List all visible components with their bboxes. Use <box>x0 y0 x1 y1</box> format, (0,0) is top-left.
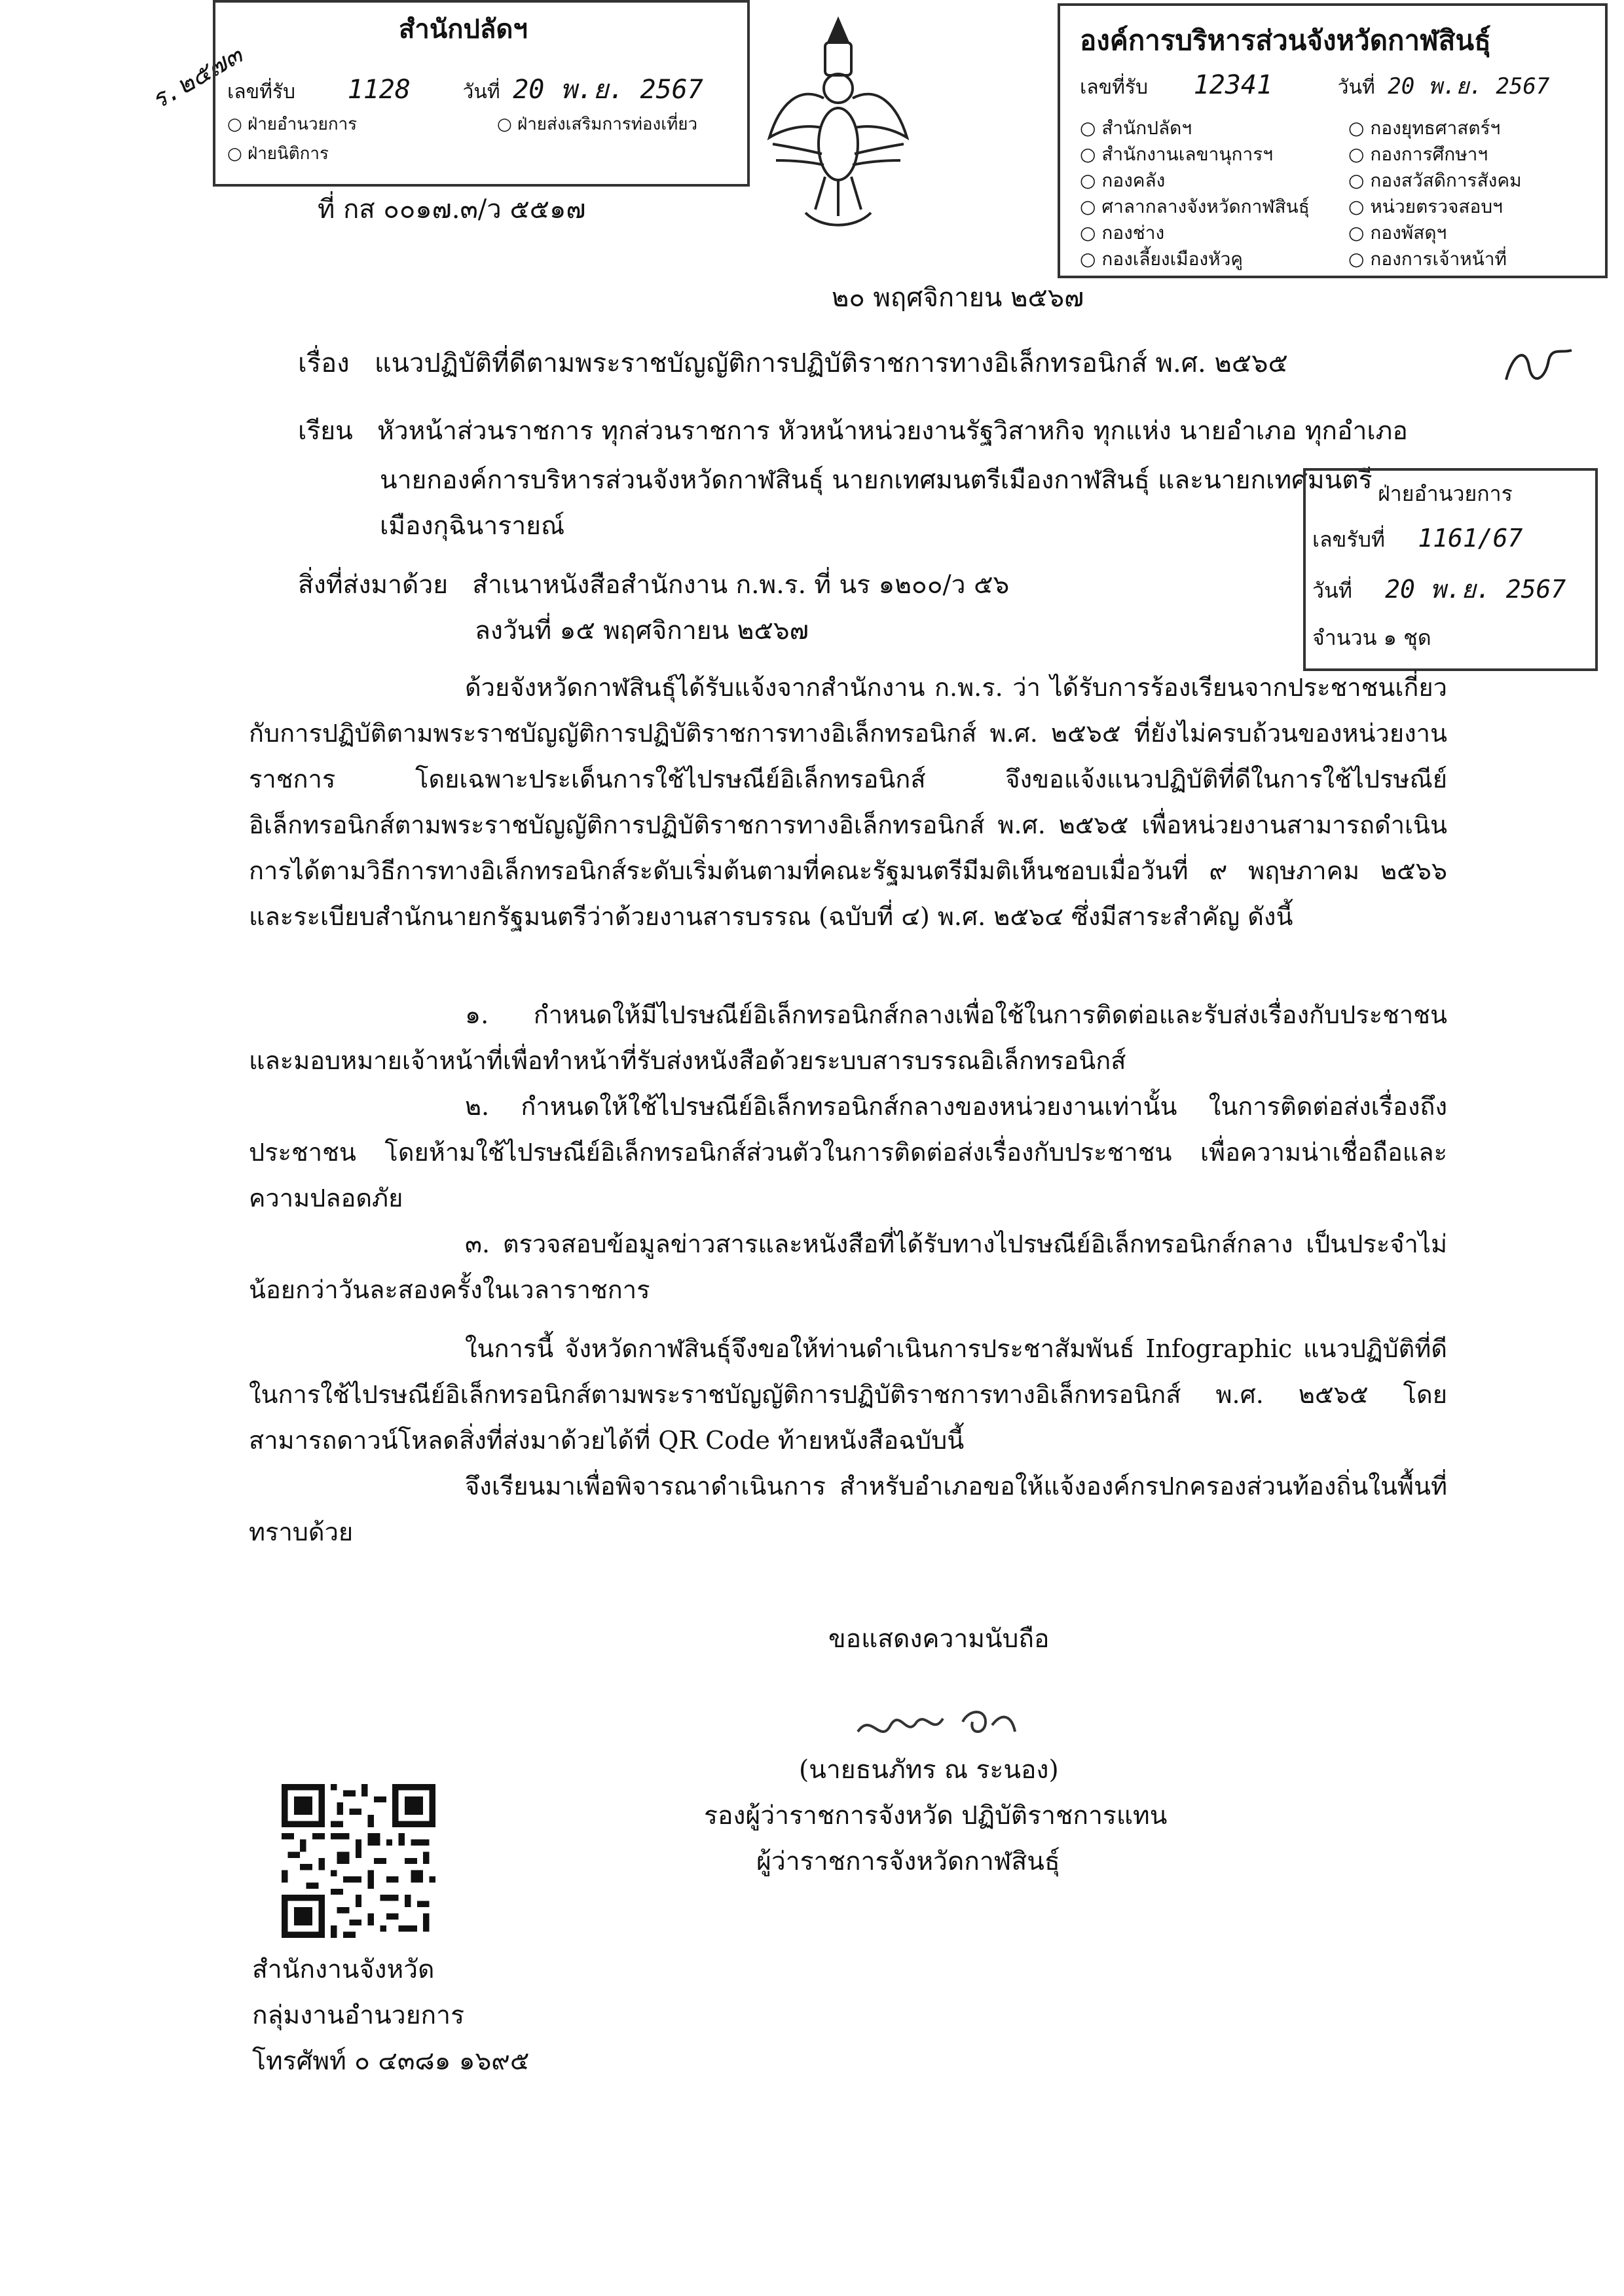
received-no: 1128 <box>347 75 411 105</box>
subject-label: เรื่อง <box>298 348 350 378</box>
stamp-option: ○ กองยุทธศาสตร์ฯ <box>1348 117 1501 139</box>
receiving-stamp-pao <box>1058 3 1608 278</box>
handwritten-initials <box>1500 340 1578 393</box>
stamp-option: ○ สำนักปลัดฯ <box>1080 117 1192 139</box>
document-date: ๒๐ พฤศจิกายน ๒๕๖๗ <box>832 283 1084 313</box>
margin-handwritten-note: ร.๒๕๗๓ <box>146 40 248 115</box>
stamp-option: ○ ศาลากลางจังหวัดกาฬสินธุ์ <box>1080 196 1310 217</box>
stamp-received-row <box>227 68 703 110</box>
receiving-stamp-admin <box>1303 468 1598 671</box>
recipient-line-2: นายกองค์การบริหารส่วนจังหวัดกาฬสินธุ์ นายกเทศมนตรีเมืองกาฬสินธุ์ และนายกเทศมนตรี <box>380 465 1373 495</box>
recipient-label: เรียน <box>298 416 353 446</box>
body-item-3: ๓. ตรวจสอบข้อมูลข่าวสารและหนังสือที่ได้รับทางไปรษณีย์อิเล็กทรอนิกส์กลาง เป็นประจำไม่น้อยกว่าวันละสองครั้งในเวลาราชการ <box>249 1230 1447 1304</box>
received-no-label: เลขที่รับ <box>1080 76 1149 99</box>
received-date: 20 พ.ย. 2567 <box>513 75 703 105</box>
stamp-received-row: เลขรับที่ 1161/67 <box>1312 524 1523 553</box>
body-item-2: ๒. กำหนดให้ใช้ไปรษณีย์อิเล็กทรอนิกส์กลางของหน่วยงานเท่านั้น ในการติดต่อส่งเรื่องถึงประชาชน โดยห้ามใช้ไปรษณีย์อิเล็กทรอนิกส์ส่วนตัวในการติดต่อส่งเรื่องกับประชาชน เพื่อความน่าเชื่อถือและความปลอดภัย <box>249 1092 1447 1212</box>
signer-title-1: รองผู้ว่าราชการจังหวัด ปฏิบัติราชการแทน <box>704 1801 1168 1831</box>
document-number: ที่ กส ๐๐๑๗.๓/ว ๕๕๑๗ <box>318 194 586 225</box>
body-item-1: ๑. กำหนดให้มีไปรษณีย์อิเล็กทรอนิกส์กลางเพื่อใช้ในการติดต่อและรับส่งเรื่องกับประชาชนและมอบหมายเจ้าหน้าที่เพื่อทำหน้าที่รับส่งหนังสือด้วยระบบสารบรรณอิเล็กทรอนิกส์ <box>249 1000 1447 1075</box>
signer-name: (นายธนภัทร ณ ระนอง) <box>799 1755 1059 1785</box>
stamp-option-admin: ○ ฝ่ายอำนวยการ <box>227 115 358 134</box>
stamp-option: ○ กองเลี้ยงเมืองหัวคู <box>1080 248 1244 270</box>
stamp-option: ○ กองพัสดุฯ <box>1348 222 1447 244</box>
office-division: กลุ่มงานอำนวยการ <box>252 2001 465 2030</box>
received-no-label: เลขที่รับ <box>227 81 296 103</box>
receiving-stamp-office <box>213 0 750 187</box>
qr-code[interactable] <box>282 1784 435 1938</box>
stamp-option: ○ กองคลัง <box>1080 170 1166 191</box>
stamp-option: ○ กองการเจ้าหน้าที่ <box>1348 248 1507 270</box>
date-label: วันที่ <box>462 81 500 103</box>
handwritten-signature <box>845 1686 1028 1758</box>
body-paragraph-closing: จึงเรียนมาเพื่อพิจารณาดำเนินการ สำหรับอำเภอขอให้แจ้งองค์กรปกครองส่วนท้องถิ่นในพื้นที่ทราบด้วย <box>249 1472 1447 1546</box>
closing-salutation: ขอแสดงความนับถือ <box>828 1624 1050 1654</box>
stamp-title: องค์การบริหารส่วนจังหวัดกาฬสินธุ์ <box>1080 24 1491 56</box>
stamp-received-row <box>1080 68 1549 103</box>
received-date: 20 พ.ย. 2567 <box>1385 575 1566 604</box>
office-name: สำนักงานจังหวัด <box>252 1955 435 1984</box>
subject-text: แนวปฏิบัติที่ดีตามพระราชบัญญัติการปฏิบัติราชการทางอิเล็กทรอนิกส์ พ.ศ. ๒๕๖๕ <box>374 348 1288 378</box>
stamp-option-legal: ○ ฝ่ายนิติการ <box>227 144 329 164</box>
stamp-option: ○ กองสวัสดิการสังคม <box>1348 170 1522 191</box>
date-label: วันที่ <box>1337 76 1375 99</box>
received-no: 12341 <box>1193 70 1273 100</box>
enclosure-line-1: สิ่งที่ส่งมาด้วย สำเนาหนังสือสำนักงาน ก.พ.ร. ที่ นร ๑๒๐๐/ว ๕๖ <box>298 570 1010 600</box>
enclosure-label: สิ่งที่ส่งมาด้วย <box>298 570 449 600</box>
enclosure-line-2: ลงวันที่ ๑๕ พฤศจิกายน ๒๕๖๗ <box>475 616 809 646</box>
stamp-option: ○ กองช่าง <box>1080 222 1165 244</box>
stamp-option: ○ สำนักงานเลขานุการฯ <box>1080 143 1273 165</box>
body-paragraph-request: ในการนี้ จังหวัดกาฬสินธุ์จึงขอให้ท่านดำเนินการประชาสัมพันธ์ Infographic แนวปฏิบัติที่ดีในการใช้ไปรษณีย์อิเล็กทรอนิกส์ตามพระราชบัญญัติการปฏิบัติราชการทางอิเล็กทรอนิกส์ พ.ศ. ๒๕๖๕ โดยสามารถดาวน์โหลดสิ่งที่ส่งมาด้วยได้ที่ QR Code ท้ายหนังสือฉบับนี้ <box>249 1334 1448 1455</box>
recipient-line-1: เรียน หัวหน้าส่วนราชการ ทุกส่วนราชการ หัวหน้าหน่วยงานรัฐวิสาหกิจ ทุกแห่ง นายอำเภอ ทุกอำเภอ <box>298 416 1408 446</box>
body-paragraph-intro: ด้วยจังหวัดกาฬสินธุ์ได้รับแจ้งจากสำนักงาน ก.พ.ร. ว่า ได้รับการร้องเรียนจากประชาชนเกี่ยวกับการปฏิบัติตามพระราชบัญญัติการปฏิบัติราชการทางอิเล็กทรอนิกส์ พ.ศ. ๒๕๖๕ ที่ยังไม่ครบถ้วนของหน่วยงานราชการ โดยเฉพาะประเด็นการใช้ไปรษณีย์อิเล็กทรอนิกส์ จึงขอแจ้งแนวปฏิบัติที่ดีในการใช้ไปรษณีย์อิเล็กทรอนิกส์ตามพระราชบัญญัติการปฏิบัติราชการทางอิเล็กทรอนิกส์ พ.ศ. ๒๕๖๕ เพื่อหน่วยงานสามารถดำเนินการได้ตามวิธีการทางอิเล็กทรอนิกส์ระดับเริ่มต้นตามที่คณะรัฐมนตรีมีมติเห็นชอบเมื่อวันที่ ๙ พฤษภาคม ๒๕๖๖ และระเบียบสำนักนายกรัฐมนตรีว่าด้วยงานสารบรรณ (ฉบับที่ ๔) พ.ศ. ๒๕๖๔ ซึ่งมีสาระสำคัญ ดังนี้ <box>249 673 1447 931</box>
stamp-date-row: วันที่ 20 พ.ย. 2567 <box>1312 575 1566 604</box>
stamp-option-tourism: ○ ฝ่ายส่งเสริมการท่องเที่ยว <box>497 115 698 134</box>
stamp-title: ฝ่ายอำนวยการ <box>1378 481 1513 506</box>
office-phone: โทรศัพท์ ๐ ๔๓๘๑ ๑๖๙๕ <box>252 2047 530 2076</box>
subject-line <box>298 347 1288 380</box>
stamp-option: ○ หน่วยตรวจสอบฯ <box>1348 196 1503 217</box>
received-no: 1161/67 <box>1418 524 1523 553</box>
garuda-emblem <box>760 13 917 236</box>
recipient-line-3: เมืองกุฉินารายณ์ <box>380 511 565 541</box>
stamp-quantity: จำนวน ๑ ชุด <box>1312 625 1431 650</box>
stamp-option: ○ กองการศึกษาฯ <box>1348 143 1488 165</box>
stamp-title: สำนักปลัดฯ <box>399 14 528 45</box>
received-date: 20 พ.ย. 2567 <box>1388 73 1550 100</box>
signer-title-2: ผู้ว่าราชการจังหวัดกาฬสินธุ์ <box>756 1847 1060 1876</box>
